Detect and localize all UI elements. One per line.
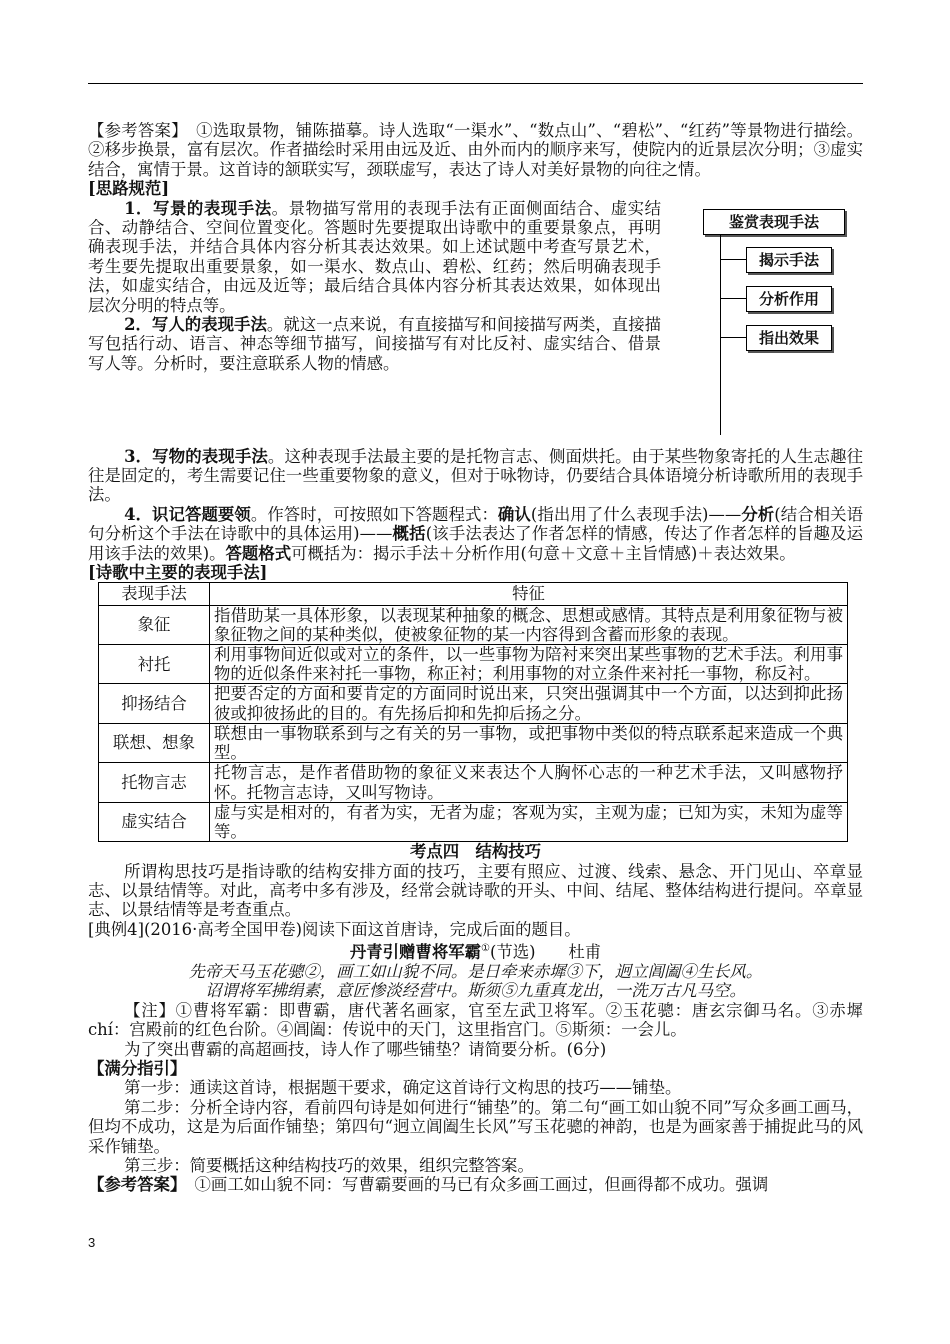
column-header: 特征 [210,583,848,605]
table-heading: [诗歌中主要的表现手法] [88,563,268,583]
answer-paragraph-2 [88,1175,863,1194]
guide-step: 第三步：简要概括这种结构技巧的效果，组织完整答案。 [124,1156,534,1176]
technique-name: 抑扬结合 [99,684,210,723]
diagram-item: 分析作用 [746,286,832,312]
table-row [99,684,848,723]
poem-title: 丹青引赠曹将军霸 [349,942,481,962]
point-text: 。这种表现手法最主要的是托物言志、侧面烘托。由于某些物象寄托的人生志趣往往是固定的，考生需要记住一些重要物象的意义，但对于咏物诗，仍要结合具体语境分析诗歌所用的表现手法。 [88,446,864,505]
guide-step: 第二步：分析全诗内容，看前四句诗是如何进行“铺垫”的。第二句“画工如山貌不同”写众多画工画马，但均不成功，这是为后面作铺垫；第四句“迥立阊阖生长风”写玉花骢的神韵，也是为画家善于捕捉此马的风采作铺垫。 [88,1097,863,1156]
table-row [99,723,848,762]
section-title: 考点四 结构技巧 [409,842,542,862]
technique-name: 虚实结合 [99,802,210,841]
guide-step: 第一步：通读这首诗，根据题干要求，确定这首诗行文构思的技巧——铺垫。 [124,1078,682,1098]
diagram-branch [720,259,746,260]
diagram-title: 鉴赏表现手法 [703,209,845,235]
guide-heading: 【满分指引】 [88,1059,187,1079]
technique-name: 衬托 [99,645,210,684]
silu-point-4 [88,505,863,563]
point-lead: 3．写物的表现手法 [124,446,268,466]
keyword: 分析 [741,504,775,524]
section-intro: 所谓构思技巧是指诗歌的结构安排方面的技巧，主要有照应、过渡、线索、悬念、开门见山、卒章显志、以景结情等。对此，高考中多有涉及，经常会就诗歌的开头、中间、结尾、整体结构进行提问。卒章显志、以景结情等是考查重点。 [88,861,863,920]
technique-feature: 利用事物间近似或对立的条件，以一些事物为陪衬来突出某些事物的艺术手法。利用事物的近似条件来衬托一事物，称正衬；利用事物的对立条件来衬托一事物，称反衬。 [210,645,848,684]
header-rule [88,83,863,84]
diagram-branch [720,337,746,338]
page-number: 3 [88,1235,96,1250]
poem-annotation: 【注】①曹将军霸：即曹霸，唐代著名画家，官至左武卫将军。②玉花骢：唐玄宗御马名。③赤墀 chí：宫殿前的红色台阶。④阊阖：传说中的天门，这里指宫门。⑤斯须：一会儿。 [88,1000,863,1040]
point-text: 。景物描写常用的表现手法有正面侧面结合、虚实结合、动静结合、空间位置变化。答题时先要提取出诗歌中的重要景象点，再明确表现手法，并结合具体内容分析其表达效果。如上述试题中考查写景艺术，考生要先提取出重要景象，如一渠水、数点山、碧松、红药；然后明确表现手法，如虚实结合，由远及近等；最后结合具体内容分析其表达效果，如体现出层次分明的特点等。 [88,198,662,315]
table-row [99,605,848,644]
diagram-item: 揭示手法 [746,247,832,273]
technique-name: 联想、想象 [99,723,210,762]
method-diagram [673,207,863,447]
point-text: 。作答时，可按照如下答题程式： [250,504,498,524]
point-text: 可概括为：揭示手法＋分析作用(句意＋文意＋主旨情感)＋表达效果。 [291,543,796,563]
poem-heading [88,939,863,962]
column-header: 表现手法 [99,583,210,605]
silu-point-3 [88,447,863,505]
point-text: (指出用了什么表现手法)—— [530,504,742,524]
table-row [99,645,848,684]
table-header-row [99,583,848,605]
technique-feature: 托物言志，是作者借助物的象征义来表达个人胸怀心志的一种艺术手法，又叫感物抒怀。托物言志诗，又叫写物诗。 [210,763,848,802]
poem-note: (节选) [489,942,536,962]
point-lead: 1．写景的表现手法 [124,198,272,218]
footnote-mark: ① [481,943,490,955]
technique-name: 托物言志 [99,763,210,802]
diagram-item: 指出效果 [746,325,832,351]
technique-name: 象征 [99,605,210,644]
point-text: (结合相关语句分析这个手法在诗歌中的具体运用)—— [88,504,864,544]
answer-text: ①画工如山貌不同：写曹霸要画的马已有众多画工画过，但画得都不成功。强调 [194,1175,769,1195]
diagram-branch [720,298,746,299]
keyword: 答题格式 [225,543,292,563]
answer-label: 【参考答案】 [88,1175,179,1195]
keyword: 确认 [497,504,531,524]
question-text: 为了突出曹霸的高超画技，诗人作了哪些铺垫？请简要分析。(6分) [124,1039,607,1059]
techniques-table [98,582,848,842]
table-row [99,802,848,841]
keyword: 概括 [392,524,426,544]
silu-heading: [思路规范] [88,179,170,199]
poem-line: 诏谓将军拂绢素，意匠惨淡经营中。斯须⑤九重真龙出，一洗万古凡马空。 [205,981,746,1001]
example-prompt: [典例4](2016·高考全国甲卷)阅读下面这首唐诗，完成后面的题目。 [88,919,581,939]
answer-paragraph-1 [88,121,863,179]
point-lead: 4．识记答题要领 [124,504,251,524]
answer-label: 【参考答案】 [88,121,180,140]
technique-feature: 把要否定的方面和要肯定的方面同时说出来，只突出强调其中一个方面，以达到抑此扬彼或抑彼扬此的目的。有先扬后抑和先抑后扬之分。 [210,684,848,723]
technique-feature: 虚与实是相对的，有者为实，无者为虚；客观为实，主观为虚；已知为实，未知为虚等等。 [210,802,848,841]
point-text: 。就这一点来说，有直接描写和间接描写两类，直接描写包括行动、语言、神态等细节描写，间接描写有对比反衬、虚实结合、借景写人等。分析时，要注意联系人物的情感。 [88,315,662,373]
technique-feature: 联想由一事物联系到与之有关的另一事物，或把事物中类似的特点联系起来造成一个典型。 [210,723,848,762]
point-text: (该手法表达了作者怎样的情感，传达了作者怎样的旨趣及运用该手法的效果)。 [88,524,864,563]
diagram-connector [720,235,721,435]
table-row [99,763,848,802]
answer-text: ①选取景物，铺陈描摹。诗人选取“一渠水”、“数点山”、“碧松”、“红药”等景物进行描绘。②移步换景，富有层次。作者描绘时采用由远及近、由外而内的顺序来写，使院内的近景层次分明；③虚实结合，寓情于景。这首诗的颔联实写，颈联虚写，表达了诗人对美好景物的向往之情。 [88,121,863,179]
silu-section [88,199,863,374]
point-lead: 2．写人的表现手法 [124,315,267,335]
poem-author: 杜甫 [568,942,602,962]
technique-feature: 指借助某一具体形象，以表现某种抽象的概念、思想或感情。其特点是利用象征物与被象征物之间的某种类似，使被象征物的某一内容得到含蓄而形象的表现。 [210,605,848,644]
document-body [88,121,863,1195]
poem-line: 先帝天马玉花骢②，画工如山貌不同。是日牵来赤墀③下，迥立阊阖④生长风。 [188,962,763,982]
